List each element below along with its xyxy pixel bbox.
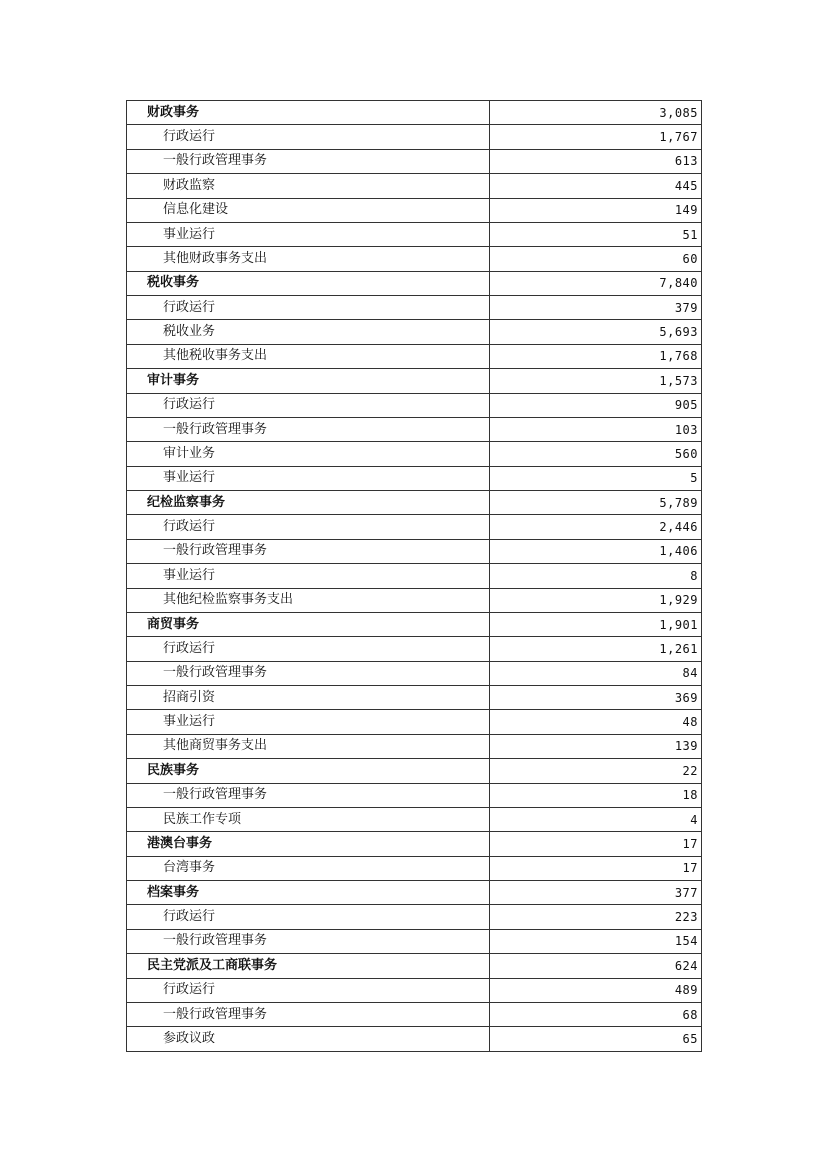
category-name: 商贸事务 (127, 612, 490, 636)
item-row (127, 296, 702, 320)
item-row (127, 661, 702, 685)
item-name: 参政议政 (127, 1027, 490, 1051)
amount-cell: 149 (490, 198, 702, 222)
amount-cell: 4 (490, 807, 702, 831)
item-name: 行政运行 (127, 296, 490, 320)
item-name: 一般行政管理事务 (127, 929, 490, 953)
amount-cell: 489 (490, 978, 702, 1002)
item-name: 一般行政管理事务 (127, 783, 490, 807)
category-name: 财政事务 (127, 101, 490, 125)
amount-cell: 223 (490, 905, 702, 929)
category-name: 民主党派及工商联事务 (127, 954, 490, 978)
amount-cell: 3,085 (490, 101, 702, 125)
item-row (127, 564, 702, 588)
item-row (127, 222, 702, 246)
amount-cell: 5,693 (490, 320, 702, 344)
item-name: 行政运行 (127, 637, 490, 661)
category-name: 档案事务 (127, 881, 490, 905)
item-row (127, 125, 702, 149)
category-row (127, 612, 702, 636)
item-name: 事业运行 (127, 564, 490, 588)
category-row (127, 101, 702, 125)
amount-cell: 369 (490, 686, 702, 710)
amount-cell: 379 (490, 296, 702, 320)
amount-cell: 2,446 (490, 515, 702, 539)
amount-cell: 560 (490, 442, 702, 466)
amount-cell: 1,573 (490, 369, 702, 393)
item-row (127, 393, 702, 417)
item-row (127, 417, 702, 441)
amount-cell: 84 (490, 661, 702, 685)
item-row (127, 905, 702, 929)
item-row (127, 320, 702, 344)
item-name: 其他商贸事务支出 (127, 734, 490, 758)
amount-cell: 60 (490, 247, 702, 271)
amount-cell: 103 (490, 417, 702, 441)
amount-cell: 48 (490, 710, 702, 734)
item-row (127, 783, 702, 807)
category-name: 港澳台事务 (127, 832, 490, 856)
item-row (127, 929, 702, 953)
item-name: 行政运行 (127, 515, 490, 539)
amount-cell: 5,789 (490, 491, 702, 515)
item-name: 其他税收事务支出 (127, 344, 490, 368)
amount-cell: 613 (490, 149, 702, 173)
amount-cell: 17 (490, 832, 702, 856)
item-name: 行政运行 (127, 978, 490, 1002)
item-name: 事业运行 (127, 222, 490, 246)
item-row (127, 1027, 702, 1051)
item-row (127, 1002, 702, 1026)
amount-cell: 17 (490, 856, 702, 880)
item-row (127, 149, 702, 173)
amount-cell: 905 (490, 393, 702, 417)
budget-table (126, 100, 702, 1052)
amount-cell: 139 (490, 734, 702, 758)
amount-cell: 1,406 (490, 539, 702, 563)
item-row (127, 710, 702, 734)
amount-cell: 8 (490, 564, 702, 588)
amount-cell: 18 (490, 783, 702, 807)
item-row (127, 198, 702, 222)
item-name: 事业运行 (127, 466, 490, 490)
item-row (127, 856, 702, 880)
item-row (127, 466, 702, 490)
item-name: 一般行政管理事务 (127, 1002, 490, 1026)
item-name: 税收业务 (127, 320, 490, 344)
category-row (127, 369, 702, 393)
amount-cell: 377 (490, 881, 702, 905)
category-row (127, 954, 702, 978)
item-name: 其他纪检监察事务支出 (127, 588, 490, 612)
category-name: 审计事务 (127, 369, 490, 393)
item-name: 一般行政管理事务 (127, 539, 490, 563)
amount-cell: 1,768 (490, 344, 702, 368)
item-name: 行政运行 (127, 125, 490, 149)
amount-cell: 22 (490, 759, 702, 783)
item-row (127, 247, 702, 271)
amount-cell: 154 (490, 929, 702, 953)
amount-cell: 624 (490, 954, 702, 978)
item-name: 台湾事务 (127, 856, 490, 880)
item-row (127, 344, 702, 368)
amount-cell: 1,901 (490, 612, 702, 636)
amount-cell: 68 (490, 1002, 702, 1026)
amount-cell: 5 (490, 466, 702, 490)
item-row (127, 807, 702, 831)
amount-cell: 51 (490, 222, 702, 246)
category-row (127, 881, 702, 905)
category-row (127, 491, 702, 515)
amount-cell: 1,929 (490, 588, 702, 612)
item-row (127, 515, 702, 539)
item-row (127, 978, 702, 1002)
item-name: 一般行政管理事务 (127, 149, 490, 173)
item-name: 一般行政管理事务 (127, 661, 490, 685)
item-row (127, 588, 702, 612)
item-name: 一般行政管理事务 (127, 417, 490, 441)
amount-cell: 65 (490, 1027, 702, 1051)
item-name: 信息化建设 (127, 198, 490, 222)
item-row (127, 734, 702, 758)
category-name: 纪检监察事务 (127, 491, 490, 515)
item-row (127, 539, 702, 563)
item-name: 其他财政事务支出 (127, 247, 490, 271)
amount-cell: 1,261 (490, 637, 702, 661)
item-row (127, 442, 702, 466)
amount-cell: 1,767 (490, 125, 702, 149)
amount-cell: 445 (490, 174, 702, 198)
item-row (127, 637, 702, 661)
item-row (127, 686, 702, 710)
item-name: 民族工作专项 (127, 807, 490, 831)
category-name: 税收事务 (127, 271, 490, 295)
item-row (127, 174, 702, 198)
item-name: 行政运行 (127, 393, 490, 417)
category-row (127, 759, 702, 783)
item-name: 招商引资 (127, 686, 490, 710)
amount-cell: 7,840 (490, 271, 702, 295)
item-name: 财政监察 (127, 174, 490, 198)
item-name: 事业运行 (127, 710, 490, 734)
item-name: 审计业务 (127, 442, 490, 466)
category-name: 民族事务 (127, 759, 490, 783)
budget-table-body (127, 101, 702, 1052)
item-name: 行政运行 (127, 905, 490, 929)
category-row (127, 832, 702, 856)
category-row (127, 271, 702, 295)
